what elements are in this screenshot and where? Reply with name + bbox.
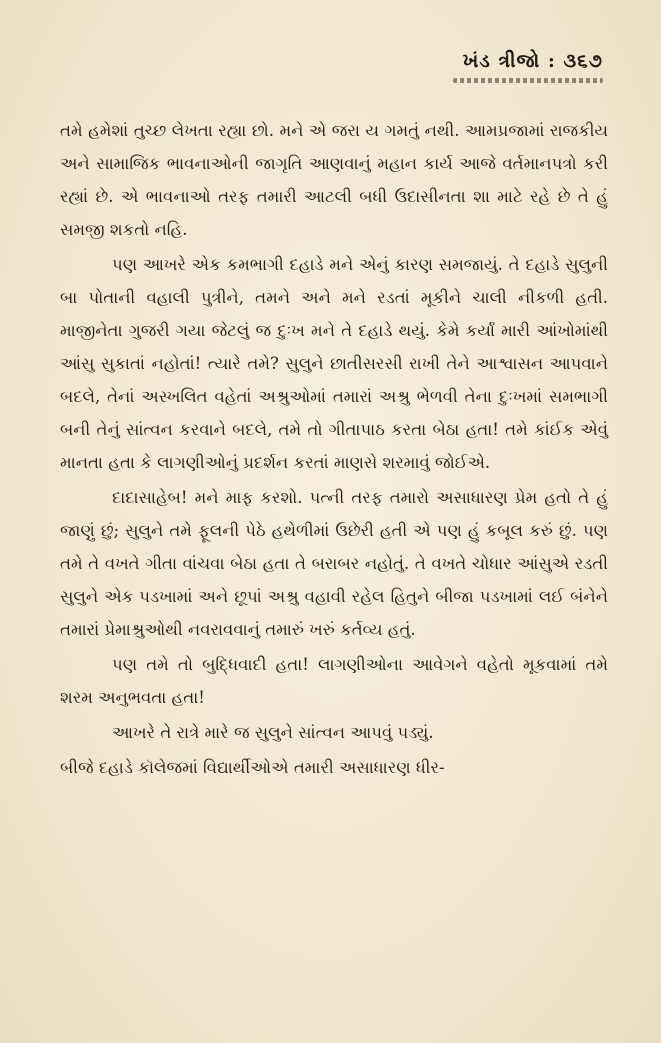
paragraph-6: બીજે દહાડે કૉલેજમાં વિદ્યાર્થીઓએ તમારી અસાધારણ ધીર- bbox=[60, 758, 445, 777]
running-title: ખંડ ત્રીજો : ૩૬૭ bbox=[462, 50, 603, 72]
running-header bbox=[453, 50, 603, 83]
paragraph-5: આખરે તે રાત્રે મારે જ સુલુને સાંત્વન આપવું પડ્યું. bbox=[112, 723, 434, 742]
paragraph-4: પણ તમે તો બુદ્ધિવાદી હતા! લાગણીઓના આવેગને વહેતો મૂકવામાં તમે શરમ અનુભવતા હતા! bbox=[60, 655, 608, 707]
body-text bbox=[60, 114, 608, 784]
header-underline bbox=[453, 78, 603, 83]
paragraph-3: દાદાસાહેબ! મને માફ કરશો. પત્ની તરફ તમારો અસાધારણ પ્રેમ હતો તે હું જાણું છું; સુલુને તમે ફૂલની પેઠે હથેળીમાં ઉછેરી હતી એ પણ હું કબૂલ કરું છું. પણ તમે તે વખતે ગીતા વાંચવા બેઠા હતા તે બરાબર નહોતું. તે વખતે ચોધાર આંસુએ રડતી સુલુને એક પડખામાં અને છૂપાં અશ્રુ વહાવી રહેલ હિતુને બીજા પડખામાં લઈ બંનેને તમારાં પ્રેમાશ્રુઓથી નવરાવવાનું તમારું ખરું કર્તવ્ય હતું. bbox=[60, 488, 608, 639]
paragraph-2: પણ આખરે એક કમભાગી દહાડે મને એનું કારણ સમજાયું. તે દહાડે સુલુની બા પોતાની વહાલી પુત્રીને, તમને અને મને રડતાં મૂકીને ચાલી નીકળી હતી. માજીનેતા ગુજરી ગયા જેટલું જ દુઃખ મને તે દહાડે થયું. કેમે કર્યાં મારી આંખોમાંથી આંસુ સુકાતાં નહોતાં! ત્યારે તમે? સુલુને છાતીસરસી રાખી તેને આશ્વાસન આપવાને બદલે, તેનાં અસ્ખલિત વહેતાં અશ્રુઓમાં તમારાં અશ્રુ ભેળવી તેના દુઃખમાં સમભાગી બની તેનું સાંત્વન કરવાને બદલે, તમે તો ગીતાપાઠ કરતા બેઠા હતા! તમે કાંઈક એવું માનતા હતા કે લાગણીઓનું પ્રદર્શન કરતાં માણસે શરમાવું જોઈએ. bbox=[60, 255, 608, 472]
paragraph-1: તમે હમેશાં તુચ્છ લેખતા રહ્યા છો. મને એ જરા ય ગમતું નથી. આમપ્રજામાં રાજકીય અને સામાજિક ભાવનાઓની જાગૃતિ આણવાનું મહાન કાર્ય આજે વર્તમાનપત્રો કરી રહ્યાં છે. એ ભાવનાઓ તરફ તમારી આટલી બધી ઉદાસીનતા શા માટે રહે છે તે હું સમજી શકતો નહિ. bbox=[60, 121, 608, 239]
